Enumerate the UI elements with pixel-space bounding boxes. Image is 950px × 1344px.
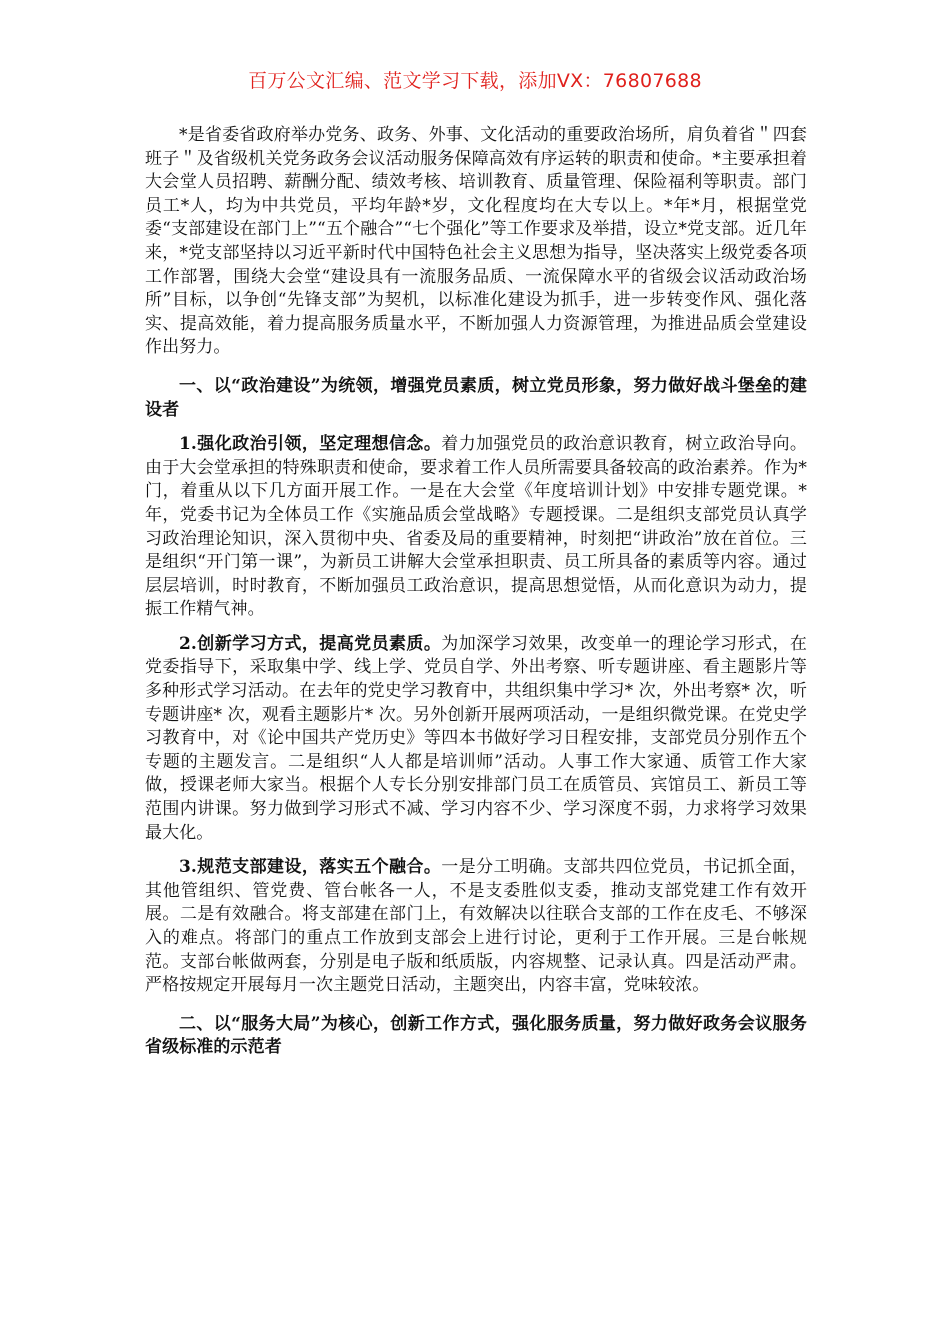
item-3-body: 一是分工明确。支部共四位党员，书记抓全面，其他管组织、管党费、管台帐各一人，不是支委胜似支委，推动支部党建工作有效开展。二是有效融合。将支部建在部门上，有效解决以往联合支部的工作在皮毛、不够深入的难点。将部门的重点工作放到支部会上进行讨论，更利于工作开展。三是台帐规范。支部台帐做两套，分别是电子版和纸质版，内容规整、记录认真。四是活动严肃。严格按规定开展每月一次主题党日活动，主题突出，内容丰富，党味较浓。 [145, 857, 807, 996]
section-2-heading: 二、以“服务大局”为核心，创新工作方式，强化服务质量，努力做好政务会议服务省级标准的示范者 [145, 1013, 807, 1058]
item-2-lead: 2.创新学习方式，提高党员素质。 [179, 633, 442, 654]
intro-paragraph: *是省委省政府举办党务、政务、外事、文化活动的重要政治场所，肩负着省＂四套班子＂及省级机关党务政务会议活动服务保障高效有序运转的职责和使命。*主要承担着大会堂人员招聘、薪酬分配、绩效考核、培训教育、质量管理、保险福利等职责。部门员工*人，均为中共党员，平均年龄*岁，文化程度均在大专以上。*年*月，根据堂党委“支部建设在部门上”“五个融合”“七个强化”等工作要求及举措，设立*党支部。近几年来，*党支部坚持以习近平新时代中国特色社会主义思想为指导，坚决落实上级党委各项工作部署，围绕大会堂“建设具有一流服务品质、一流保障水平的省级会议活动政治场所”目标，以争创“先锋支部”为契机，以标准化建设为抓手，进一步转变作风、强化落实、提高效能，着力提高服务质量水平，不断加强人力资源管理，为推进品质会堂建设作出努力。 [145, 125, 807, 358]
item-1-lead: 1.强化政治引领，坚定理想信念。 [179, 434, 442, 455]
item-3-lead: 3.规范支部建设，落实五个融合。 [179, 857, 442, 878]
document-body [145, 124, 807, 1060]
item-1-body: 着力加强党员的政治意识教育，树立政治导向。由于大会堂承担的特殊职责和使命，要求着工作人员所需要具备较高的政治素养。作为*门，着重从以下几方面开展工作。一是在大会堂《年度培训计划》中安排专题党课。*年，党委书记为全体员工作《实施品质会堂战略》专题授课。二是组织支部党员认真学习政治理论知识，深入贯彻中央、省委及局的重要精神，时刻把“讲政治”放在首位。三是组织“开门第一课”，为新员工讲解大会堂承担职责、员工所具备的素质等内容。通过层层培训，时时教育，不断加强员工政治意识，提高思想觉悟，从而化意识为动力，提振工作精气神。 [145, 434, 807, 620]
section-1-item-2 [145, 633, 807, 845]
item-2-body: 为加深学习效果，改变单一的理论学习形式，在党委指导下，采取集中学、线上学、党员自学、外出考察、听专题讲座、看主题影片等多种形式学习活动。在去年的党史学习教育中，共组织集中学习* 次，外出考察* 次，听专题讲座* 次，观看主题影片* 次。另外创新开展两项活动，一是组织微党课。在党史学习教育中，对《论中国共产党历史》等四本书做好学习日程安排，支部党员分别作五个专题的主题发言。二是组织“人人都是培训师”活动。人事工作大家通、质管工作大家做，授课老师大家当。根据个人专长分别安排部门员工在质管员、宾馆员工、新员工等范围内讲课。努力做到学习形式不减、学习内容不少、学习深度不弱，力求将学习效果最大化。 [145, 633, 807, 843]
section-1-item-3 [145, 856, 807, 998]
watermark-banner: 百万公文汇编、范文学习下载，添加VX：76807688 [248, 70, 702, 92]
section-1-heading: 一、以“政治建设”为统领，增强党员素质，树立党员形象，努力做好战斗堡垒的建设者 [145, 375, 807, 420]
section-1-item-1 [145, 433, 807, 622]
